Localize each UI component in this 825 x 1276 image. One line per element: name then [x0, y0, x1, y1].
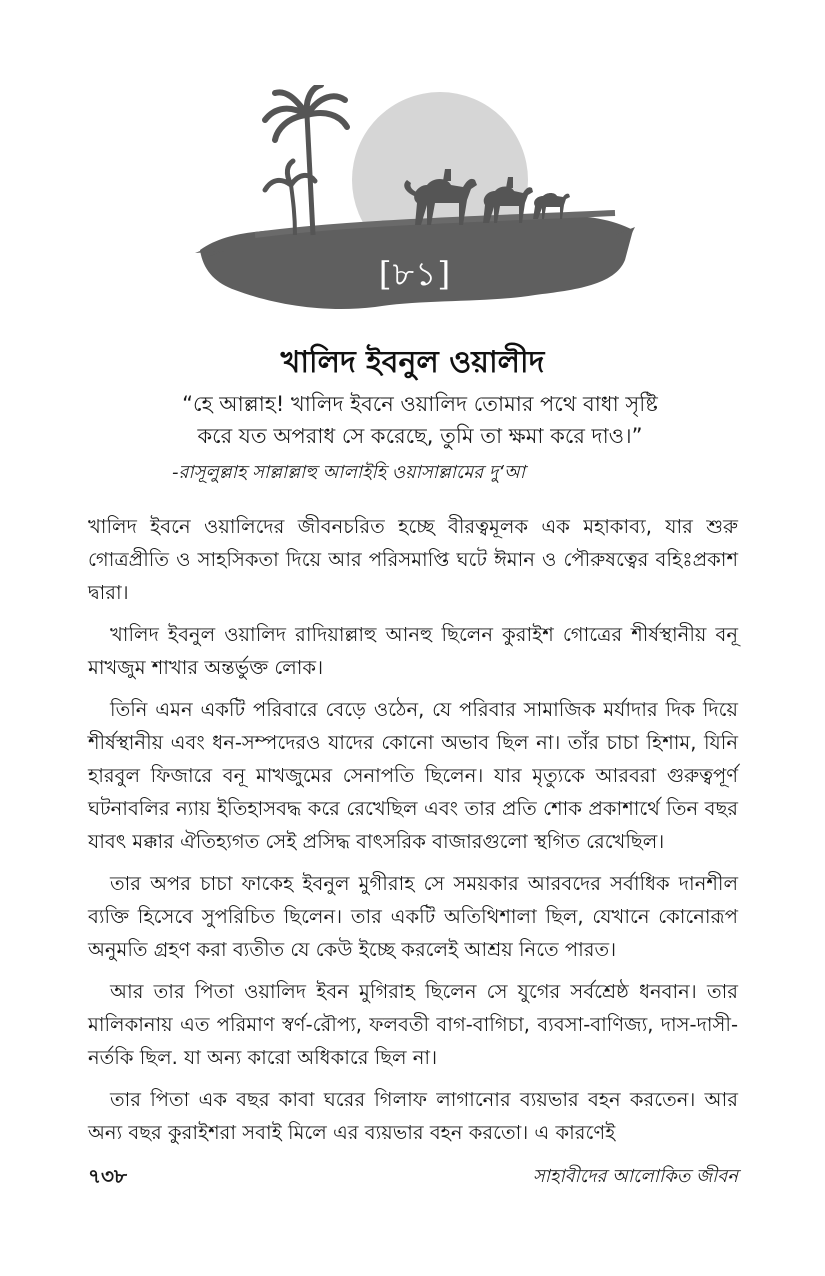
chapter-number: [৮১]	[378, 254, 452, 293]
paragraph: তার অপর চাচা ফাকেহ ইবনুল মুগীরাহ সে সময়কার আরবদের সর্বাধিক দানশীল ব্যক্তি হিসেবে সুপরিচিত ছিলেন। তার একটি অতিথিশালা ছিল, যেখানে কোনোরূপ অনুমতি গ্রহণ করা ব্যতীত যে কেউ ইচ্ছে করলেই আশ্রয় নিতে পারত।	[88, 872, 738, 961]
paragraph: আর তার পিতা ওয়ালিদ ইবন মুগিরাহ ছিলেন সে যুগের সর্বশ্রেষ্ঠ ধনবান। তার মালিকানায় এত পরিমাণ স্বর্ণ-রৌপ্য, ফলবতী বাগ-বাগিচা, ব্যবসা-বাণিজ্য, দাস-দাসী-নর্তকি ছিল. যা অন্য কারো অধিকারে ছিল না।	[88, 980, 738, 1069]
paragraph: খালিদ ইবনুল ওয়ালিদ রাদিয়াল্লাহু আনহু ছিলেন কুরাইশ গোত্রের শীর্ষস্থানীয় বনূ মাখজুম শাখার অন্তর্ভুক্ত লোক।	[88, 623, 738, 679]
running-book-title: সাহাবীদের আলোকিত জীবন	[532, 1166, 738, 1187]
quote-line: করে যত অপরাধ সে করেছে, তুমি তা ক্ষমা করে দাও।”	[197, 424, 643, 448]
paragraph: তিনি এমন একটি পরিবারে বেড়ে ওঠেন, যে পরিবার সামাজিক মর্যাদার দিক দিয়ে শীর্ষস্থানীয় এবং ধন-সম্পদেরও যাদের কোনো অভাব ছিল না। তাঁর চাচা হিশাম, যিনি হারবুল ফিজারে বনূ মাখজুমের সেনাপতি ছিলেন। যার মৃত্যুকে আরবরা গুরুত্বপূর্ণ ঘটনাবলির ন্যায় ইতিহাসবদ্ধ করে রেখেছিল এবং তার প্রতি শোক প্রকাশার্থে তিন বছর যাবৎ মক্কার ঐতিহ্যগত সেই প্রসিদ্ধ বাৎসরিক বাজারগুলো স্থগিত রেখেছিল।	[88, 698, 738, 853]
page-footer	[88, 1162, 738, 1192]
body-text	[88, 510, 738, 1158]
quote-line: “হে আল্লাহ! খালিদ ইবনে ওয়ালিদ তোমার পথে বাধা সৃষ্টি	[182, 392, 658, 416]
epigraph-quote	[150, 388, 690, 452]
paragraph: খালিদ ইবনে ওয়ালিদের জীবনচরিত হচ্ছে বীরত্বমূলক এক মহাকাব্য, যার শুরু গোত্রপ্রীতি ও সাহসিকতা দিয়ে আর পরিসমাপ্তি ঘটে ঈমান ও পৌরুষত্বের বহিঃপ্রকাশ দ্বারা।	[88, 515, 738, 604]
paragraph: তার পিতা এক বছর কাবা ঘরের গিলাফ লাগানোর ব্যয়ভার বহন করতেন। আর অন্য বছর কুরাইশরা সবাই মিলে এর ব্যয়ভার বহন করতো। এ কারণেই	[88, 1088, 738, 1144]
chapter-title: খালিদ ইবনুল ওয়ালীদ	[280, 345, 545, 380]
quote-attribution: -রাসূলুল্লাহ সাল্লাল্লাহু আলাইহি ওয়াসাল্লামের দু‘আ	[172, 462, 526, 483]
page-number: ৭৩৮	[88, 1164, 127, 1188]
